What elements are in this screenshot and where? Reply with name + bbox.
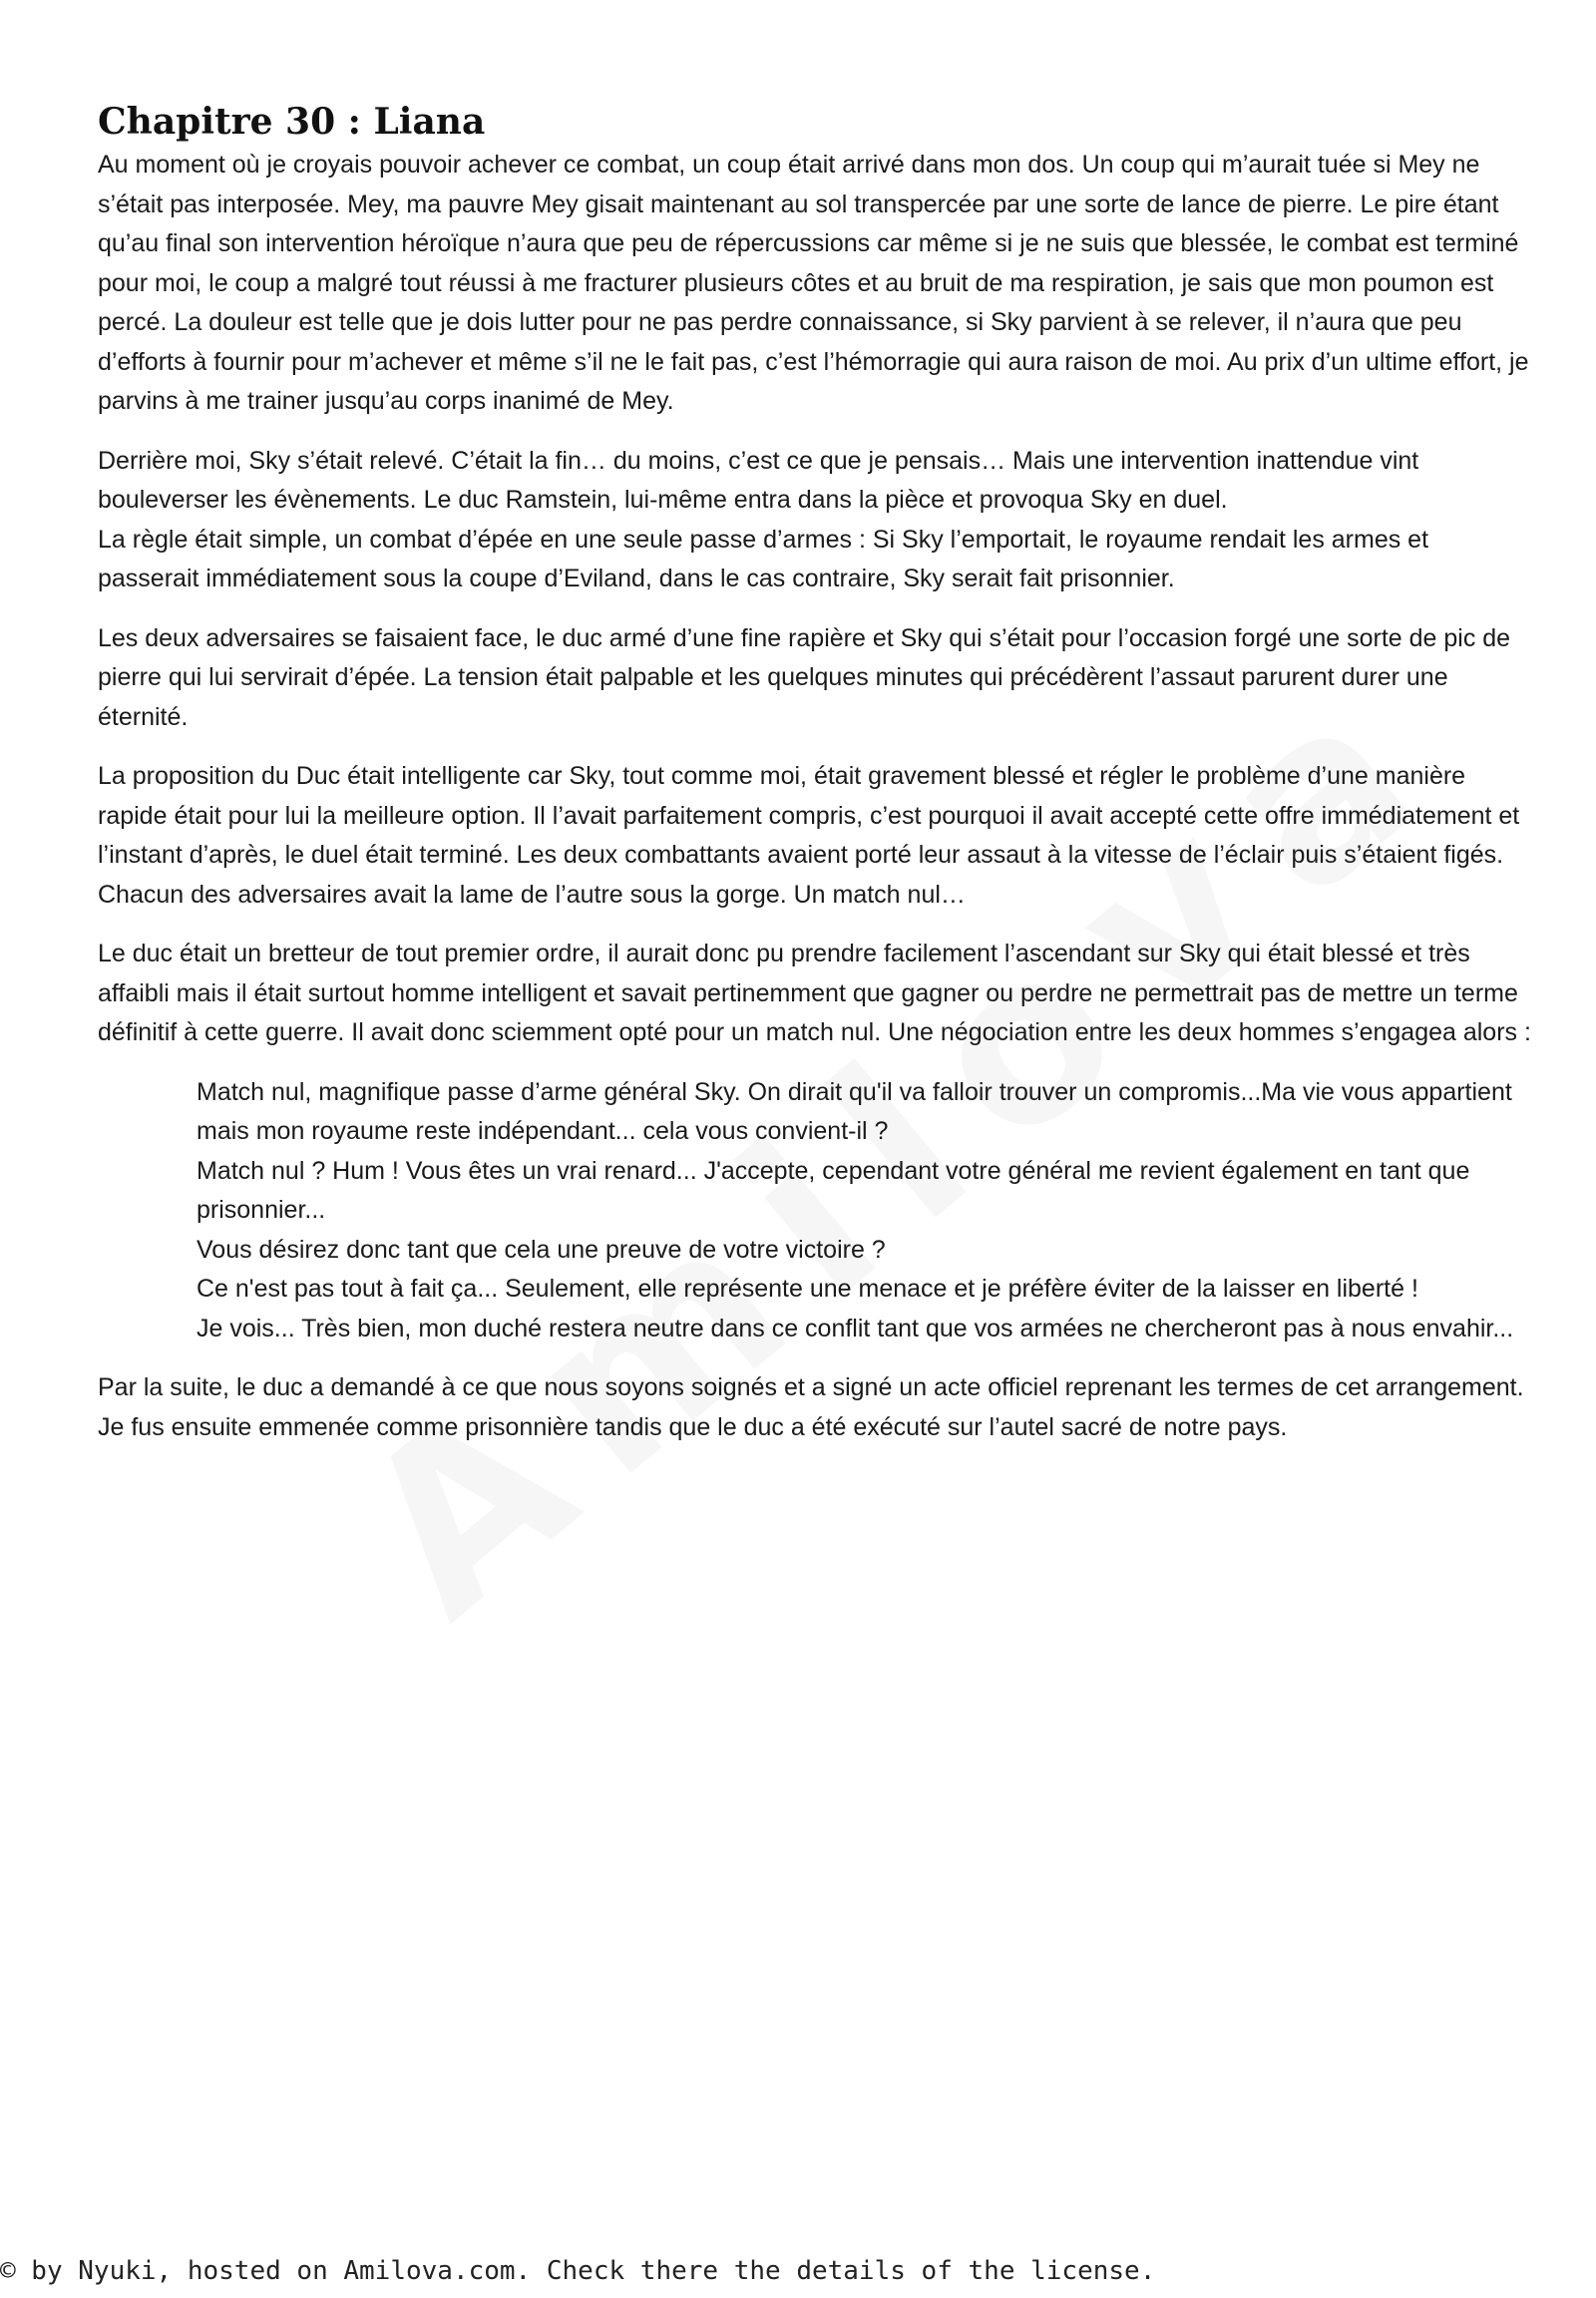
paragraph-5: La proposition du Duc était intelligente car Sky, tout comme moi, était gravement blessé et régler le problème d’une manière rapide était pour lui la meilleure option. Il l’avait parfaitement compris, c’est pourquoi il avait accepté cette offre immédiatement et l’instant d’après, le duel était terminé. Les deux combattants avaient porté leur assaut à la vitesse de l’éclair puis s’étaient figés. Chacun des adversaires avait la lame de l’autre sous la gorge. Un match nul… [98, 762, 1520, 909]
license-footer: © by Nyuki, hosted on Amilova.com. Check there the details of the license. [0, 2256, 1156, 2286]
dialogue-line: Vous désirez donc tant que cela une preuve de votre victoire ? [197, 1235, 886, 1264]
closing-paragraph: Par la suite, le duc a demandé à ce que nous soyons soignés et a signé un acte officiel reprenant les termes de cet arrangement. Je fus ensuite emmenée comme prisonnière tandis que le duc a été exécuté sur l’autel sacré de notre pays. [98, 1373, 1524, 1441]
chapter-title: Chapitre 30 : Liana [98, 101, 486, 143]
paragraph-1: Au moment où je croyais pouvoir achever ce combat, un coup était arrivé dans mon dos. Un coup qui m’aurait tuée si Mey ne s’était pas interposée. Mey, ma pauvre Mey gisait maintenant au sol transpercée par une sorte de lance de pierre. Le pire étant qu’au final son intervention héroïque n’aura que peu de répercussions car même si je ne suis que blessée, le combat est terminé pour moi, le coup a malgré tout réussi à me fracturer plusieurs côtes et au bruit de ma respiration, je sais que mon poumon est percé. La douleur est telle que je dois lutter pour ne pas perdre connaissance, si Sky parvient à se relever, il n’aura que peu d’efforts à fournir pour m’achever et même s’il ne le fait pas, c’est l’hémorragie qui aura raison de moi. Au prix d’un ultime effort, je parvins à me trainer jusqu’au corps inanimé de Mey. [98, 151, 1529, 415]
dialogue-line: Match nul, magnifique passe d’arme général Sky. On dirait qu'il va falloir trouver un compromis...Ma vie vous appartient mais mon royaume reste indépendant... cela vous convient-il ? [197, 1077, 1512, 1145]
paragraph-2: Derrière moi, Sky s’était relevé. C’était la fin… du moins, c’est ce que je pensais… Mais une intervention inattendue vint bouleverser les évènements. Le duc Ramstein, lui-même entra dans la pièce et provoqua Sky en duel. [98, 446, 1419, 514]
dialogue-line: Match nul ? Hum ! Vous êtes un vrai renard... J'accepte, cependant votre général me revient également en tant que prisonnier... [197, 1156, 1470, 1224]
dialogue-line: Ce n'est pas tout à fait ça... Seulement, elle représente une menace et je préfère éviter de la laisser en liberté ! [197, 1275, 1418, 1303]
chapter-body [98, 146, 1534, 1447]
paragraph-4: Les deux adversaires se faisaient face, le duc armé d’une fine rapière et Sky qui s’était pour l’occasion forgé une sorte de pic de pierre qui lui servirait d’épée. La tension était palpable et les quelques minutes qui précédèrent l’assaut parurent durer une éternité. [98, 623, 1511, 731]
dialogue-line: Je vois... Très bien, mon duché restera neutre dans ce conflit tant que vos armées ne chercheront pas à nous envahir... [197, 1314, 1514, 1342]
page-content [98, 98, 1534, 1467]
paragraph-3: La règle était simple, un combat d’épée en une seule passe d’armes : Si Sky l’emportait, le royaume rendait les armes et passerait immédiatement sous la coupe d’Eviland, dans le cas contraire, Sky serait fait prisonnier. [98, 525, 1429, 592]
paragraph-6: Le duc était un bretteur de tout premier ordre, il aurait donc pu prendre facilement l’ascendant sur Sky qui était blessé et très affaibli mais il était surtout homme intelligent et savait pertinemment que gagner ou perdre ne permettrait pas de mettre un terme définitif à cette guerre. Il avait donc sciemment opté pour un match nul. Une négociation entre les deux hommes s’engagea alors : [98, 940, 1531, 1046]
dialogue-list [98, 1073, 1534, 1349]
